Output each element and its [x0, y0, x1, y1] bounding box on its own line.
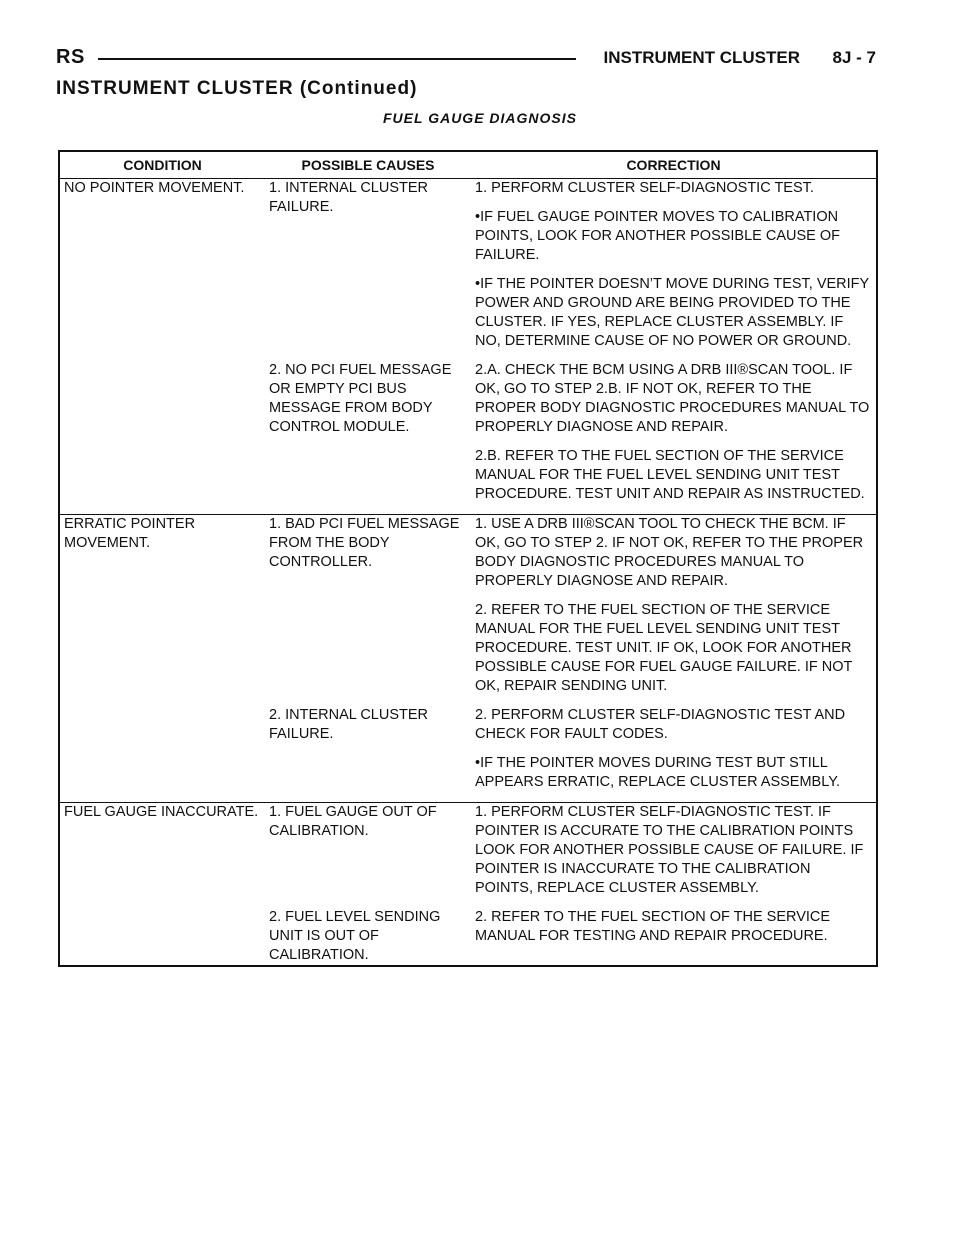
possible-cause-cell: 1. INTERNAL CLUSTER FAILURE.: [269, 180, 428, 215]
correction-paragraph: 1. PERFORM CLUSTER SELF-DIAGNOSTIC TEST. IF POINTER IS ACCURATE TO THE CALIBRATION POINTS LOOK FOR ANOTHER POSSIBLE CAUSE OF FAILURE. IF POINTER IS INACCURATE TO THE CALIBRATION POINTS, REPLACE CLUSTER ASSEMBLY.: [475, 804, 864, 896]
table-header-row: [59, 151, 877, 179]
correction-paragraph: 2.B. REFER TO THE FUEL SECTION OF THE SERVICE MANUAL FOR THE FUEL LEVEL SENDING UNIT TEST PROCEDURE. TEST UNIT AND REPAIR AS INSTRUCTED.: [475, 448, 865, 502]
possible-cause-cell: 2. FUEL LEVEL SENDING UNIT IS OUT OF CALIBRATION.: [265, 908, 471, 966]
page-header: [56, 40, 876, 74]
correction-cell: [471, 908, 877, 966]
header-title: INSTRUMENT CLUSTER: [603, 48, 800, 67]
correction-cell: [471, 179, 877, 362]
correction-paragraph: 2. REFER TO THE FUEL SECTION OF THE SERVICE MANUAL FOR TESTING AND REPAIR PROCEDURE.: [475, 909, 831, 944]
correction-paragraph: •IF FUEL GAUGE POINTER MOVES TO CALIBRATION POINTS, LOOK FOR ANOTHER POSSIBLE CAUSE OF FAILURE.: [475, 209, 840, 263]
header-left-label: RS: [56, 46, 85, 68]
correction-paragraph: 2.A. CHECK THE BCM USING A DRB III®SCAN TOOL. IF OK, GO TO STEP 2.B. IF NOT OK, REFER TO THE PROPER BODY DIAGNOSTIC PROCEDURES MANUAL TO PROPERLY DIAGNOSE AND REPAIR.: [475, 362, 870, 435]
correction-paragraph: 2. PERFORM CLUSTER SELF-DIAGNOSTIC TEST AND CHECK FOR FAULT CODES.: [475, 707, 846, 742]
correction-paragraph: 2. REFER TO THE FUEL SECTION OF THE SERVICE MANUAL FOR THE FUEL LEVEL SENDING UNIT TEST PROCEDURE. TEST UNIT. IF OK, LOOK FOR ANOTHER POSSIBLE CAUSE FOR FUEL GAUGE FAILURE. IF NOT OK, REPAIR SENDING UNIT.: [475, 602, 853, 694]
column-header-possible-causes: POSSIBLE CAUSES: [265, 151, 471, 179]
possible-cause-cell: 1. FUEL GAUGE OUT OF CALIBRATION.: [269, 804, 437, 839]
condition-cell: ERRATIC POINTER MOVEMENT.: [59, 515, 265, 803]
header-rule: [98, 58, 576, 60]
correction-paragraph: •IF THE POINTER MOVES DURING TEST BUT STILL APPEARS ERRATIC, REPLACE CLUSTER ASSEMBLY.: [475, 755, 841, 790]
column-header-condition: CONDITION: [59, 151, 265, 179]
section-title: INSTRUMENT CLUSTER (Continued): [56, 78, 418, 99]
possible-cause-cell: 2. INTERNAL CLUSTER FAILURE.: [265, 706, 471, 803]
condition-cell: NO POINTER MOVEMENT.: [59, 179, 265, 515]
correction-cell: [471, 515, 877, 707]
table-body: [59, 179, 877, 967]
correction-paragraph: 1. PERFORM CLUSTER SELF-DIAGNOSTIC TEST.: [475, 180, 814, 196]
correction-cell: [471, 361, 877, 515]
possible-cause-cell: 1. BAD PCI FUEL MESSAGE FROM THE BODY CONTROLLER.: [269, 516, 460, 570]
correction-paragraph: •IF THE POINTER DOESN’T MOVE DURING TEST, VERIFY POWER AND GROUND ARE BEING PROVIDED TO THE CLUSTER. IF YES, REPLACE CLUSTER ASSEMBLY. IF NO, DETERMINE CAUSE OF NO POWER OR GROUND.: [475, 276, 869, 349]
column-header-correction: CORRECTION: [471, 151, 877, 179]
correction-paragraph: 1. USE A DRB III®SCAN TOOL TO CHECK THE BCM. IF OK, GO TO STEP 2. IF NOT OK, REFER TO THE PROPER BODY DIAGNOSTIC PROCEDURES MANUAL TO PROPERLY DIAGNOSE AND REPAIR.: [475, 516, 864, 589]
correction-cell: [471, 803, 877, 909]
correction-cell: [471, 706, 877, 803]
table-row: [59, 179, 877, 362]
diagnosis-table-title: FUEL GAUGE DIAGNOSIS: [383, 110, 577, 126]
condition-cell: FUEL GAUGE INACCURATE.: [59, 803, 265, 967]
table-row: [59, 515, 877, 707]
diagnosis-table: [58, 150, 878, 967]
possible-cause-cell: 2. NO PCI FUEL MESSAGE OR EMPTY PCI BUS MESSAGE FROM BODY CONTROL MODULE.: [265, 361, 471, 515]
page-number: 8J - 7: [832, 48, 876, 67]
table-row: [59, 803, 877, 909]
